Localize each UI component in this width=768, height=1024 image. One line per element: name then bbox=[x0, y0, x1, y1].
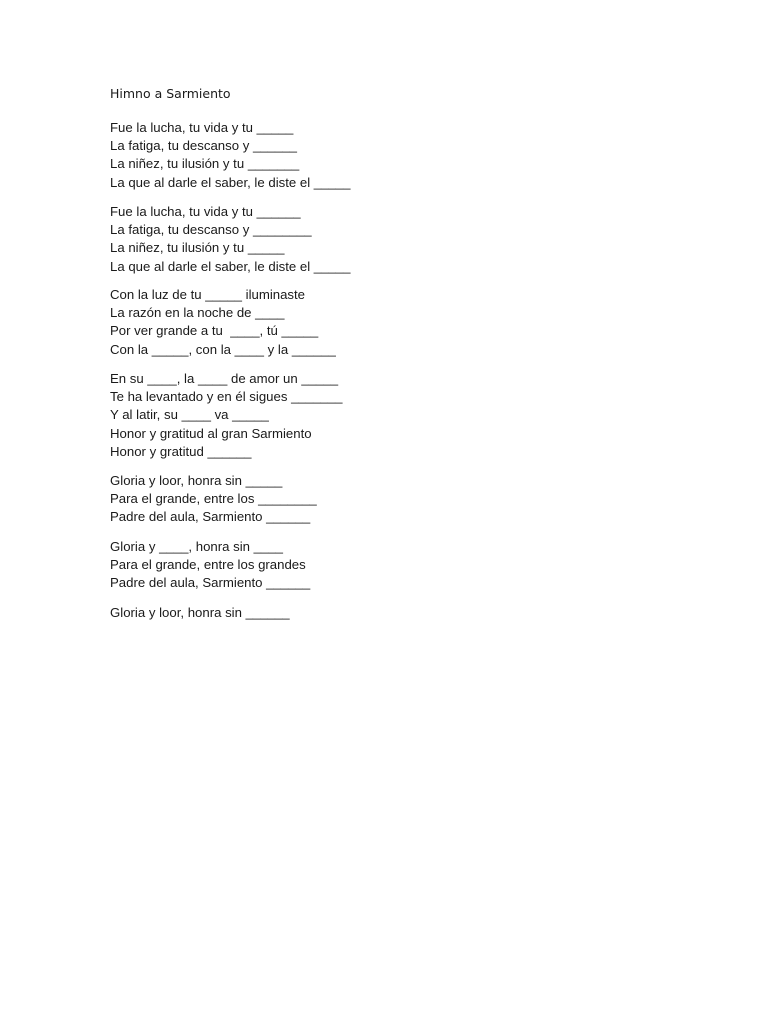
stanza-6 bbox=[110, 538, 310, 593]
stanza-line: Con la luz de tu _____ iluminaste bbox=[110, 287, 306, 302]
stanza-2 bbox=[110, 203, 350, 276]
stanza-line: La que al darle el saber, le diste el _____ bbox=[110, 258, 351, 274]
stanza-line: Te ha levantado y en él sigues _______ bbox=[110, 389, 343, 405]
stanza-line: La niñez, tu ilusión y tu _______ bbox=[110, 156, 300, 172]
stanza-line: Por ver grande a tu ____, tú _____ bbox=[110, 323, 319, 339]
stanza-line: La razón en la noche de ____ bbox=[110, 305, 285, 321]
stanza-line: Padre del aula, Sarmiento ______ bbox=[110, 575, 311, 591]
stanza-line: Para el grande, entre los ________ bbox=[110, 491, 317, 507]
stanza-3 bbox=[110, 286, 336, 359]
stanza-line: La que al darle el saber, le diste el _____ bbox=[110, 174, 351, 190]
stanza-line: La fatiga, tu descanso y ________ bbox=[110, 222, 312, 238]
stanza-line: Con la _____, con la ____ y la ______ bbox=[110, 341, 336, 357]
stanza-line: Fue la lucha, tu vida y tu _____ bbox=[110, 120, 294, 135]
stanza-line: Para el grande, entre los grandes bbox=[110, 557, 306, 573]
stanza-line: Fue la lucha, tu vida y tu ______ bbox=[110, 204, 301, 219]
stanza-5 bbox=[110, 472, 317, 527]
stanza-line: Padre del aula, Sarmiento ______ bbox=[110, 509, 311, 525]
stanza-line: En su ____, la ____ de amor un _____ bbox=[110, 371, 339, 386]
stanza-line: Honor y gratitud al gran Sarmiento bbox=[110, 425, 312, 441]
stanza-4 bbox=[110, 370, 342, 461]
stanza-line: Gloria y ____, honra sin ____ bbox=[110, 539, 284, 554]
stanza-line: Y al latir, su ____ va _____ bbox=[110, 407, 269, 423]
stanza-line: Honor y gratitud ______ bbox=[110, 443, 252, 459]
stanza-line: Gloria y loor, honra sin _____ bbox=[110, 473, 283, 488]
stanza-line: Gloria y loor, honra sin ______ bbox=[110, 605, 290, 620]
stanza-7 bbox=[110, 604, 290, 622]
stanza-line: La niñez, tu ilusión y tu _____ bbox=[110, 240, 285, 256]
document-title: Himno a Sarmiento bbox=[110, 86, 231, 101]
stanza-1 bbox=[110, 119, 350, 192]
stanza-line: La fatiga, tu descanso y ______ bbox=[110, 138, 297, 154]
